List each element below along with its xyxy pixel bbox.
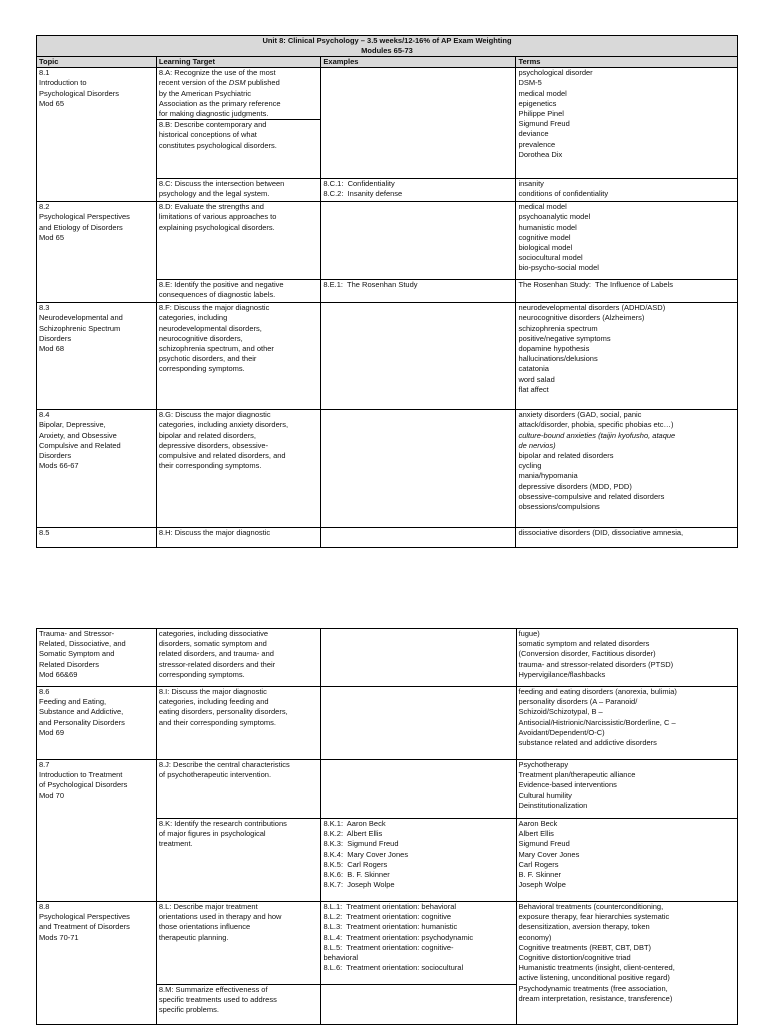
topic-cell: 8.7 Introduction to Treatment of Psychological Disorders Mod 70 <box>37 760 157 902</box>
curriculum-table-page-1 <box>36 35 738 548</box>
topic-cell: 8.3 Neurodevelopmental and Schizophrenic Spectrum Disorders Mod 68 <box>37 303 157 410</box>
examples-cell <box>321 528 516 548</box>
topic-cell: 8.4 Bipolar, Depressive, Anxiety, and Obsessive Compulsive and Related Disorders Mods 66-67 <box>37 410 157 528</box>
learning-target-cell: 8.E: Identify the positive and negative consequences of diagnostic labels. <box>156 280 321 303</box>
examples-cell: 8.E.1: The Rosenhan Study <box>321 280 516 303</box>
terms-cell: The Rosenhan Study: The Influence of Labels <box>516 280 738 303</box>
table-row <box>37 760 738 819</box>
table-row <box>37 687 738 760</box>
table-row <box>37 202 738 280</box>
table-row <box>37 410 738 528</box>
terms-cell: psychological disorder DSM-5 medical model epigenetics Philippe Pinel Sigmund Freud deviance prevalence Dorothea Dix <box>516 68 738 179</box>
examples-cell <box>321 687 516 760</box>
terms-cell: fugue) somatic symptom and related disorders (Conversion disorder, Factitious disorder) trauma- and stressor-related disorders (PTSD) Hypervigilance/flashbacks <box>516 629 738 687</box>
learning-target-cell: 8.J: Describe the central characteristics of psychotherapeutic intervention. <box>156 760 321 819</box>
learning-target-cell: 8.I: Discuss the major diagnostic categories, including feeding and eating disorders, personality disorders, and their corresponding symptoms. <box>156 687 321 760</box>
examples-cell: 8.K.1: Aaron Beck 8.K.2: Albert Ellis 8.K.3: Sigmund Freud 8.K.4: Mary Cover Jones 8.K.5: Carl Rogers 8.K.6: B. F. Skinner 8.K.7: Joseph Wolpe <box>321 819 516 902</box>
learning-target-cell: categories, including dissociative disorders, somatic symptom and related disorders, and trauma- and stressor-related disorders and their corresponding symptoms. <box>156 629 321 687</box>
topic-cell: 8.2 Psychological Perspectives and Etiology of Disorders Mod 65 <box>37 202 157 303</box>
learning-target-cell: 8.A: Recognize the use of the most recent version of the DSM published by the American Psychiatric Association as the primary reference for making diagnostic judgments. 8.B: Describe contemporary and historical conceptions of what constitutes psychological disorders. <box>156 68 321 179</box>
topic-cell: 8.1 Introduction to Psychological Disorders Mod 65 <box>37 68 157 202</box>
examples-cell <box>321 410 516 528</box>
examples-cell <box>321 68 516 179</box>
examples-cell <box>321 629 516 687</box>
learning-target-cell: 8.G: Discuss the major diagnostic categories, including anxiety disorders, bipolar and related disorders, depressive disorders, obsessive- compulsive and related disorders, and their corresponding symptoms. <box>156 410 321 528</box>
column-header-row <box>37 57 738 68</box>
examples-cell: 8.L.1: Treatment orientation: behavioral 8.L.2: Treatment orientation: cognitive 8.L.3: Treatment orientation: humanistic 8.L.4: Treatment orientation: psychodynamic 8.L.5: Treatment orientation: cognitive- behavioral 8.L.6: Treatment orientation: sociocultural <box>321 902 516 985</box>
terms-cell: feeding and eating disorders (anorexia, bulimia) personality disorders (A – Paranoid/ Schizoid/Schizotypal, B – Antisocial/Histrionic/Narcissistic/Borderline, C – Avoidant/Dependent/O-C) substance related and addictive disorders <box>516 687 738 760</box>
examples-cell <box>321 760 516 819</box>
examples-cell: 8.C.1: Confidentiality 8.C.2: Insanity defense <box>321 179 516 202</box>
terms-cell: dissociative disorders (DID, dissociative amnesia, <box>516 528 738 548</box>
learning-target-cell: 8.K: Identify the research contributions of major figures in psychological treatment. <box>156 819 321 902</box>
learning-target-cell: 8.D: Evaluate the strengths and limitations of various approaches to explaining psychological disorders. <box>156 202 321 280</box>
unit-title: Unit 8: Clinical Psychology – 3.5 weeks/12-16% of AP Exam Weighting <box>262 36 512 45</box>
learning-target-cell: 8.H: Discuss the major diagnostic <box>156 528 321 548</box>
table-row <box>37 528 738 548</box>
column-header-learning-target: Learning Target <box>156 57 321 68</box>
divider-line: 8.B: Describe contemporary and <box>157 119 321 130</box>
examples-cell <box>321 985 516 1025</box>
terms-cell: Psychotherapy Treatment plan/therapeutic alliance Evidence-based interventions Cultural humility Deinstitutionalization <box>516 760 738 819</box>
unit-header <box>37 36 738 57</box>
examples-cell <box>321 303 516 410</box>
unit-modules: Modules 65-73 <box>361 46 413 55</box>
learning-target-cell: 8.C: Discuss the intersection between psychology and the legal system. <box>156 179 321 202</box>
column-header-examples: Examples <box>321 57 516 68</box>
learning-target-cell: 8.M: Summarize effectiveness of specific treatments used to address specific problems. <box>156 985 321 1025</box>
table-row <box>37 303 738 410</box>
table-row <box>37 902 738 985</box>
learning-target-cell: 8.L: Describe major treatment orientations used in therapy and how those orientations influence therapeutic planning. <box>156 902 321 985</box>
learning-target-cell: 8.F: Discuss the major diagnostic categories, including neurodevelopmental disorders, neurocognitive disorders, schizophrenia spectrum, and other psychotic disorders, and their corresponding symptoms. <box>156 303 321 410</box>
column-header-terms: Terms <box>516 57 738 68</box>
topic-cell: 8.6 Feeding and Eating, Substance and Addictive, and Personality Disorders Mod 69 <box>37 687 157 760</box>
terms-cell: medical model psychoanalytic model humanistic model cognitive model biological model sociocultural model bio-psycho-social model <box>516 202 738 280</box>
terms-cell: Aaron Beck Albert Ellis Sigmund Freud Mary Cover Jones Carl Rogers B. F. Skinner Joseph Wolpe <box>516 819 738 902</box>
topic-cell: 8.8 Psychological Perspectives and Treatment of Disorders Mods 70-71 <box>37 902 157 1025</box>
curriculum-table-page-2 <box>36 628 738 1025</box>
topic-cell: 8.5 <box>37 528 157 548</box>
terms-cell: neurodevelopmental disorders (ADHD/ASD) neurocognitive disorders (Alzheimers) schizophrenia spectrum positive/negative symptoms dopamine hypothesis hallucinations/delusions catatonia word salad flat affect <box>516 303 738 410</box>
terms-cell: anxiety disorders (GAD, social, panic attack/disorder, phobia, specific phobias etc…) culture-bound anxieties (taijin kyofusho, ataque de nervios) bipolar and related disorders cycling mania/hypomania depressive disorders (MDD, PDD) obsessive-compulsive and related disorders obsessions/compulsions <box>516 410 738 528</box>
table-row <box>37 629 738 687</box>
examples-cell <box>321 202 516 280</box>
table-row <box>37 68 738 179</box>
terms-cell: Behavioral treatments (counterconditioning, exposure therapy, fear hierarchies systematic desensitization, aversion therapy, token economy) Cognitive treatments (REBT, CBT, DBT) Cognitive distortion/cognitive triad Humanistic treatments (insight, client-centered, active listening, unconditional positive regard) Psychodynamic treatments (free association, dream interpretation, resistance, transference) <box>516 902 738 1025</box>
topic-cell: Trauma- and Stressor- Related, Dissociative, and Somatic Symptom and Related Disorders Mod 66&69 <box>37 629 157 687</box>
terms-cell: insanity conditions of confidentiality <box>516 179 738 202</box>
column-header-topic: Topic <box>37 57 157 68</box>
